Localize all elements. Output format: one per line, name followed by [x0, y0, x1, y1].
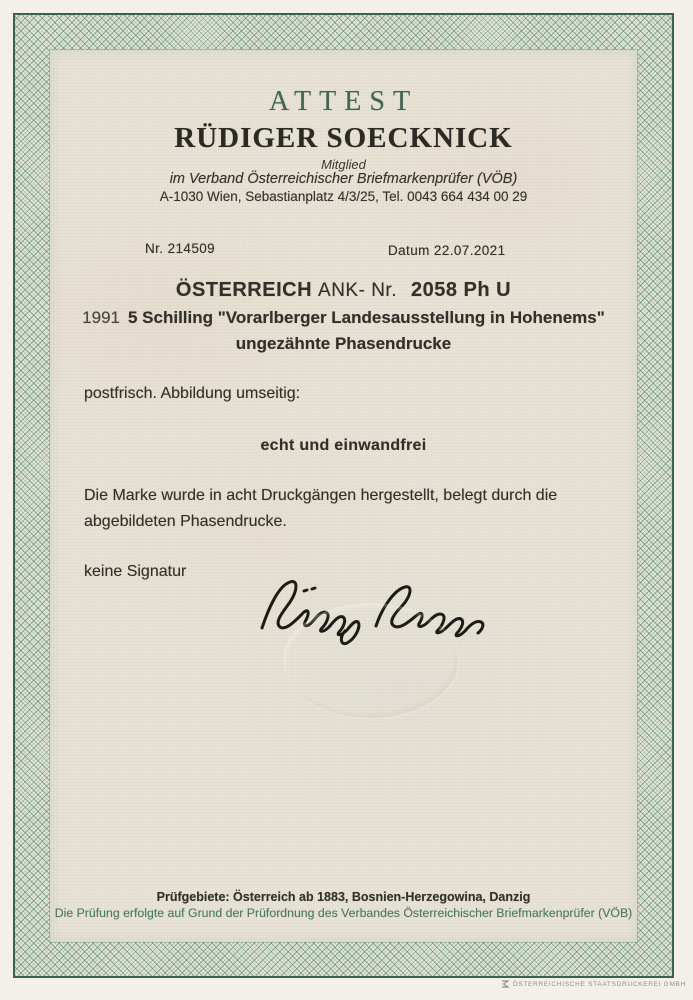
catalog-line: [50, 279, 637, 302]
footer-areas: Prüfgebiete: Österreich ab 1883, Bosnien-Herzegowina, Danzig: [156, 890, 531, 904]
printer-imprint-text: ÖSTERREICHISCHE STAATSDRUCKEREI GMBH: [512, 980, 686, 988]
certificate-date: [388, 243, 506, 258]
membership-line: Mitglied: [321, 157, 366, 172]
date-label: Datum: [388, 243, 430, 258]
verdict-line: echt und einwandfrei: [260, 437, 427, 454]
number-label: Nr.: [145, 241, 164, 256]
certificate-number: [145, 241, 215, 256]
explanation-text: Die Marke wurde in acht Druckgängen hergestellt, belegt durch die abgebildeten Phasendrucke.: [84, 487, 558, 530]
issue-year: 1991: [82, 308, 120, 327]
meta-row: [50, 241, 637, 259]
country: ÖSTERREICH: [175, 279, 313, 301]
date-value: 22.07.2021: [433, 243, 506, 258]
description-line: [50, 308, 637, 328]
expert-name: RÜDIGER SOECKNICK: [174, 122, 513, 154]
catalog-number: 2058 Ph U: [410, 279, 512, 301]
variant-line: ungezähnte Phasendrucke: [235, 334, 452, 353]
certificate-paper: [50, 50, 637, 942]
condition-line: postfrisch. Abbildung umseitig:: [84, 385, 301, 402]
printer-imprint: [501, 980, 686, 988]
signature-note: keine Signatur: [84, 563, 187, 580]
catalog-label: ANK- Nr.: [318, 280, 397, 301]
staatsdruckerei-logo-icon: [501, 980, 509, 988]
certificate-title: ATTEST: [268, 86, 419, 117]
footer-rules: Die Prüfung erfolgte auf Grund der Prüfordnung des Verbandes Österreichischer Briefmarkenprüfer (VÖB): [54, 906, 633, 920]
stamp-description: 5 Schilling "Vorarlberger Landesausstellung in Hohenems": [128, 308, 605, 327]
association-line: im Verband Österreichischer Briefmarkenprüfer (VÖB): [169, 171, 518, 187]
embossed-seal: [283, 603, 458, 718]
number-value: 214509: [167, 241, 216, 256]
address-line: A-1030 Wien, Sebastianplatz 4/3/25, Tel. 0043 664 434 00 29: [159, 189, 528, 204]
